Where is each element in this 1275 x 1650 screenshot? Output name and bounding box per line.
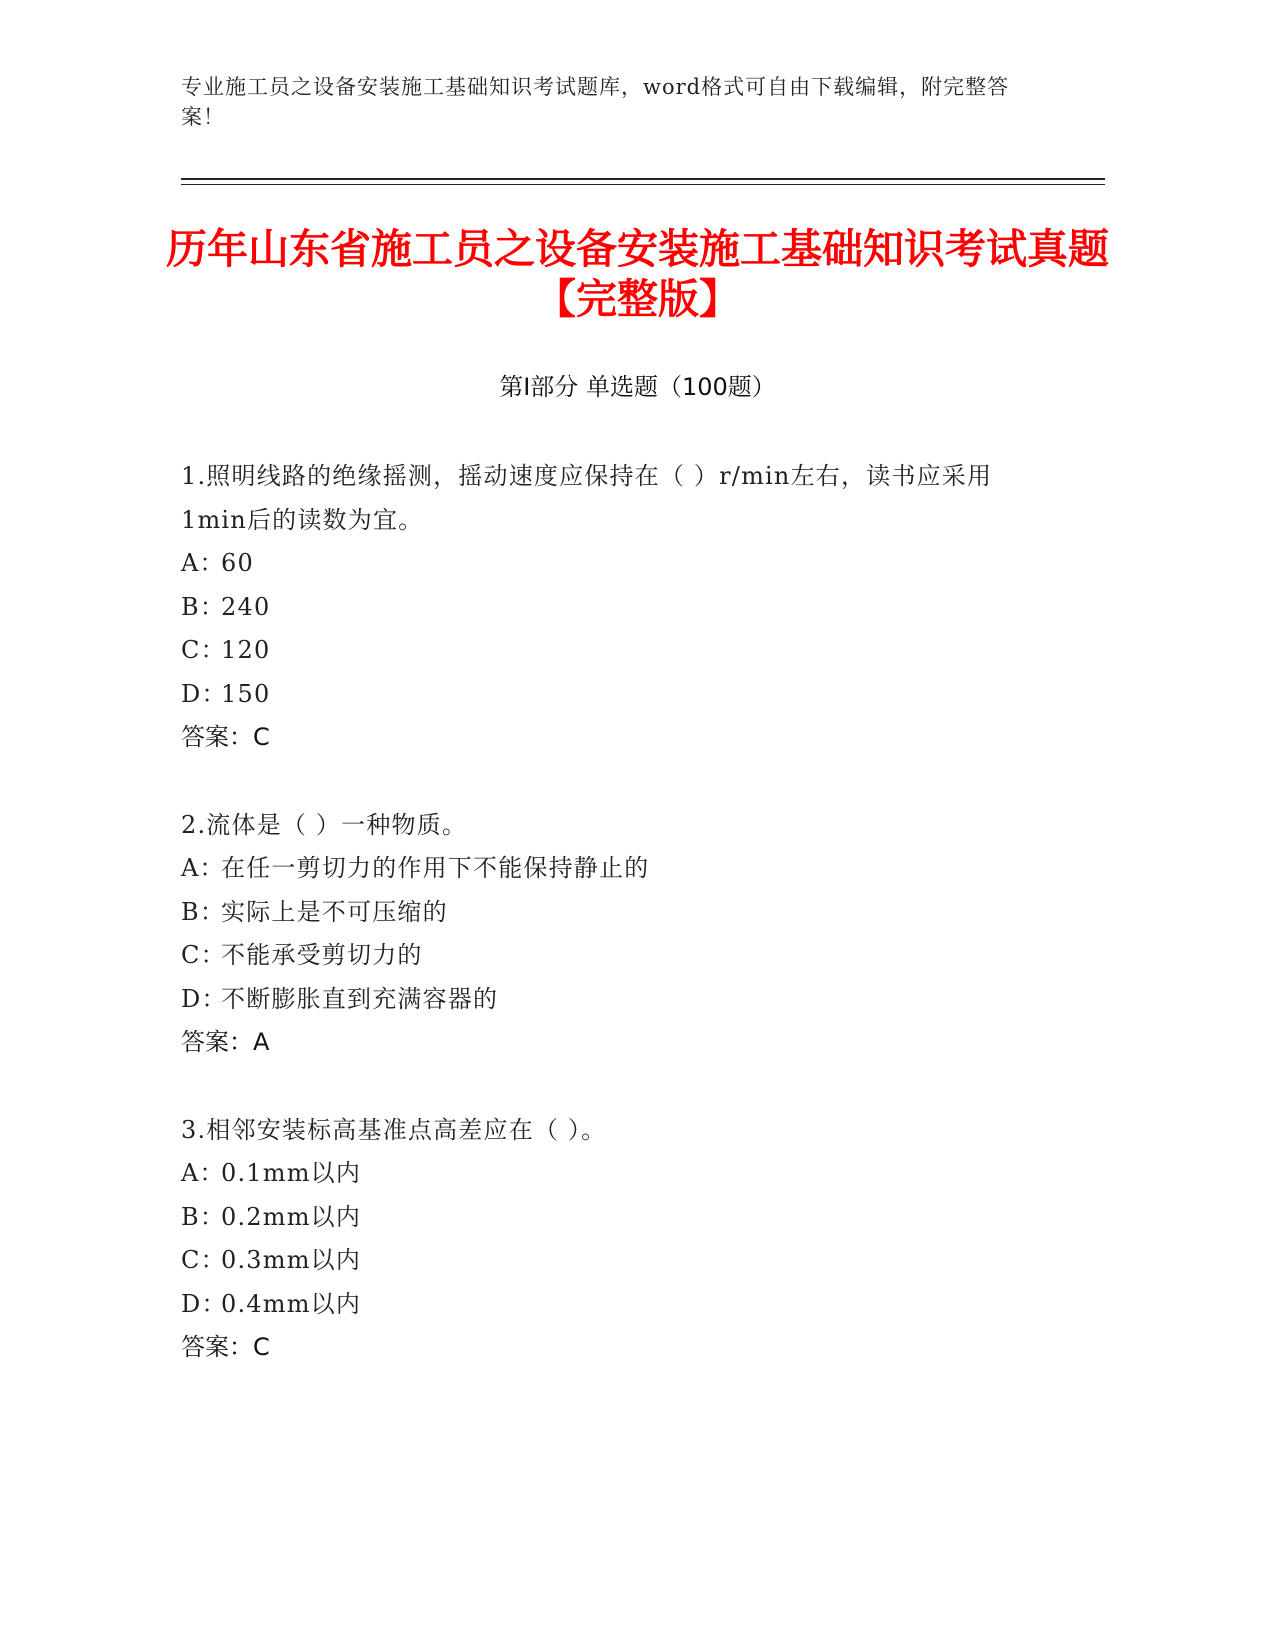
option-text: 在任一剪切力的作用下不能保持静止的: [221, 854, 650, 882]
question-stem: 3.相邻安装标高基准点高差应在（ ）。: [181, 1115, 607, 1144]
option-text: 0.1mm以内: [221, 1159, 362, 1187]
option-letter: B：: [181, 1202, 226, 1231]
option-letter: A：: [181, 549, 225, 577]
option-b: [181, 1196, 1041, 1240]
option-d: [181, 673, 1041, 717]
option-letter: D：: [181, 679, 227, 708]
option-letter: D：: [181, 984, 227, 1013]
option-letter: A：: [181, 854, 225, 882]
option-text: 150: [221, 679, 271, 708]
answer-line: 答案：A: [181, 1028, 270, 1056]
section-heading: 第Ⅰ部分 单选题（100题）: [499, 373, 776, 401]
answer-line: 答案：C: [181, 1333, 270, 1361]
option-letter: C：: [181, 636, 226, 664]
option-text: 不断膨胀直到充满容器的: [221, 984, 499, 1013]
option-text: 不能承受剪切力的: [221, 941, 423, 969]
option-a: [181, 1152, 1041, 1196]
option-letter: C：: [181, 1246, 226, 1274]
option-c: [181, 1239, 1041, 1283]
option-text: 实际上是不可压缩的: [221, 897, 448, 926]
option-letter: A：: [181, 1159, 225, 1187]
option-text: 0.2mm以内: [221, 1202, 362, 1231]
question-stem: 1.照明线路的绝缘摇测，摇动速度应保持在（ ）r/min左右，读书应采用1min后的读数为宜。: [181, 462, 993, 534]
option-letter: B：: [181, 592, 226, 621]
option-b: [181, 891, 1041, 935]
answer-line: 答案：C: [181, 723, 270, 751]
option-c: [181, 934, 1041, 978]
option-a: [181, 542, 1041, 586]
option-text: 0.3mm以内: [221, 1246, 362, 1274]
option-text: 0.4mm以内: [221, 1289, 362, 1318]
option-text: 240: [221, 592, 271, 621]
option-letter: D：: [181, 1289, 227, 1318]
question-1: [181, 455, 1041, 760]
option-text: 120: [221, 636, 271, 664]
header-rule-thin: [181, 184, 1105, 185]
question-stem: 2.流体是（ ）一种物质。: [181, 810, 468, 839]
option-b: [181, 586, 1041, 630]
question-list: [181, 455, 1041, 1414]
header-note: 专业施工员之设备安装施工基础知识考试题库，word格式可自由下载编辑，附完整答案！: [181, 75, 1010, 129]
option-c: [181, 629, 1041, 673]
question-2: [181, 804, 1041, 1065]
option-letter: B：: [181, 897, 226, 926]
option-letter: C：: [181, 941, 226, 969]
option-a: [181, 847, 1041, 891]
question-3: [181, 1109, 1041, 1370]
option-d: [181, 978, 1041, 1022]
option-d: [181, 1283, 1041, 1327]
document-title: 历年山东省施工员之设备安装施工基础知识考试真题【完整版】: [166, 225, 1109, 323]
option-text: 60: [221, 549, 254, 577]
header-rule-thick: [181, 178, 1105, 180]
